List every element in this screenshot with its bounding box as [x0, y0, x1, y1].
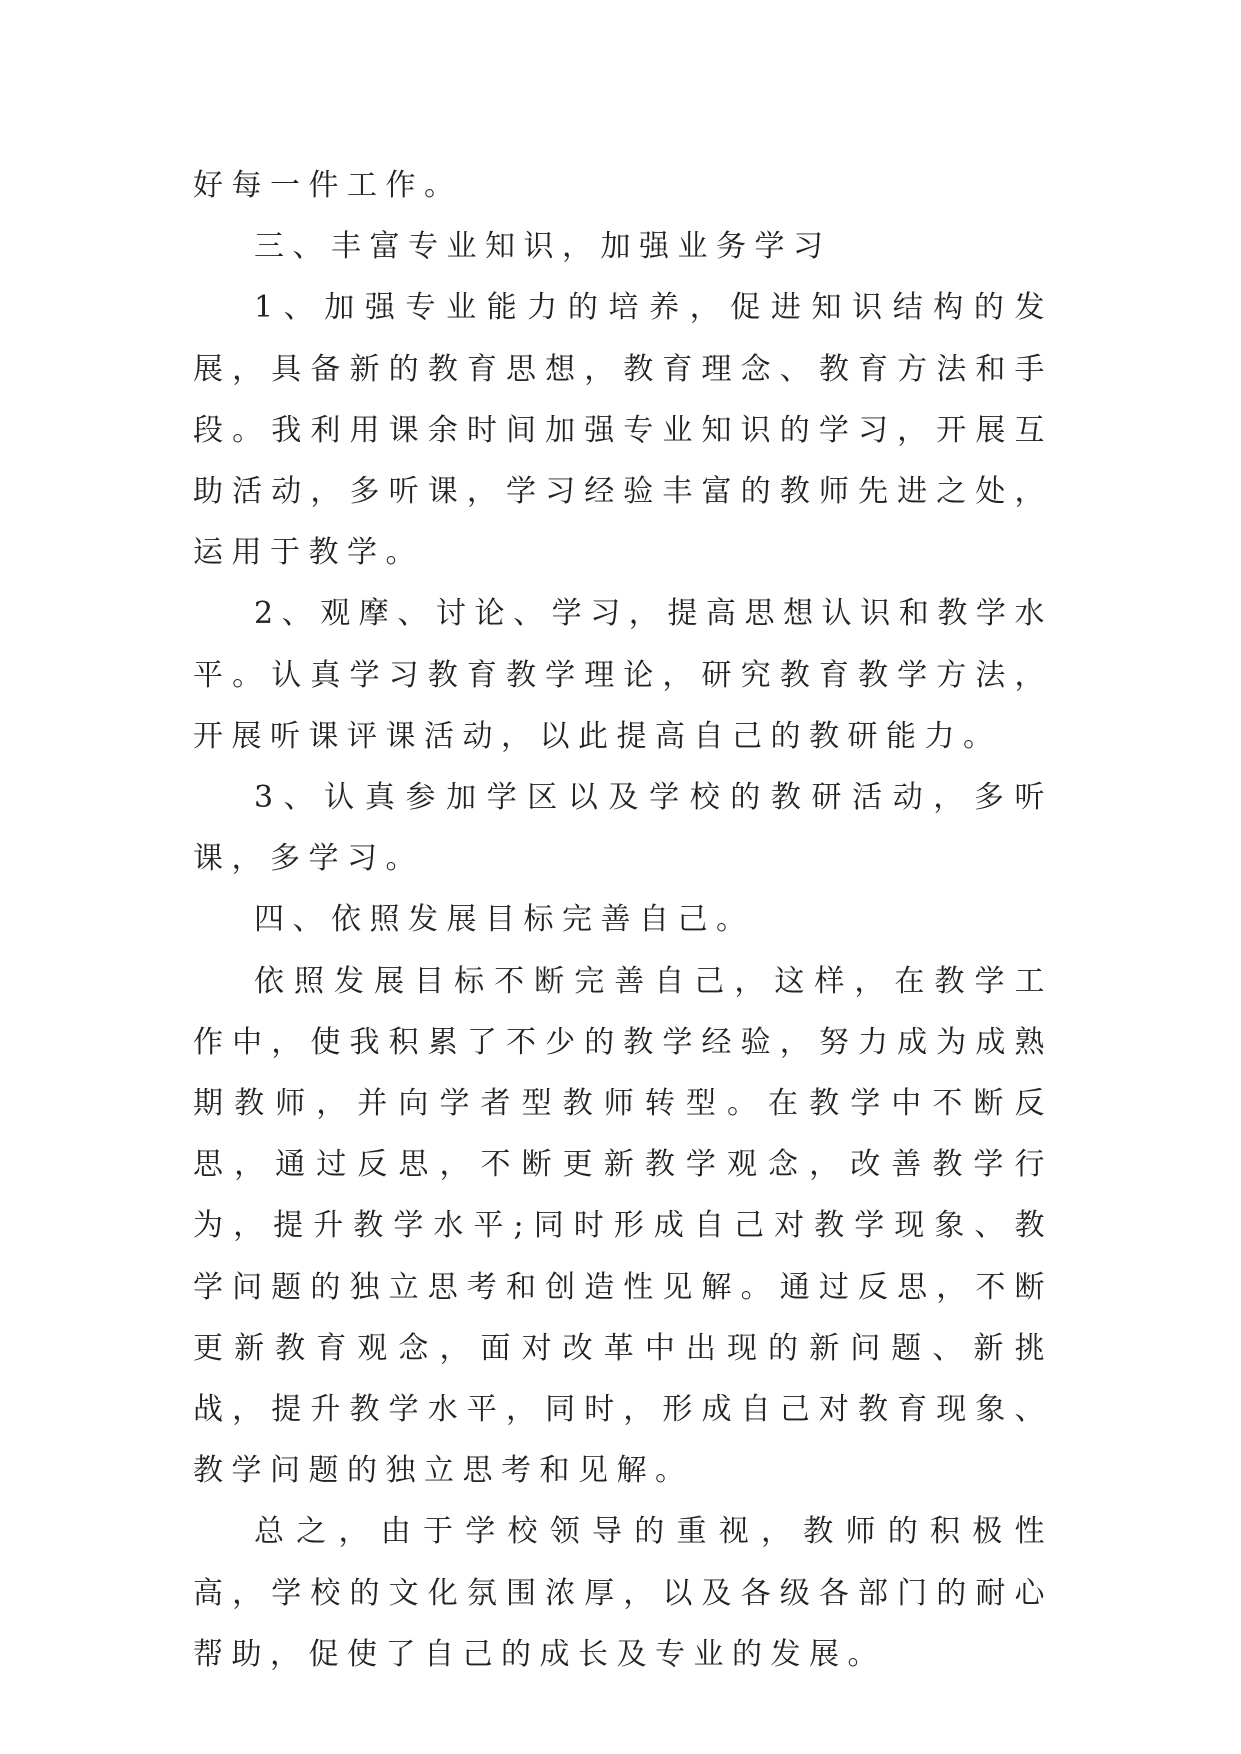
paragraph-item-1: 1、加强专业能力的培养，促进知识结构的发展，具备新的教育思想，教育理念、教育方法和手段。我利用课余时间加强专业知识的学习，开展互助活动，多听课，学习经验丰富的教师先进之处，运用于教学。: [193, 290, 1053, 571]
paragraph-continuation: 好每一件工作。: [193, 168, 463, 203]
paragraph-item-3: 3、认真参加学区以及学校的教研活动，多听课，多学习。: [193, 780, 1053, 877]
section-heading-4: 四、依照发展目标完善自己。: [254, 902, 755, 938]
paragraph-section-4-body: 依照发展目标不断完善自己，这样，在教学工作中，使我积累了不少的教学经验，努力成为成熟期教师，并向学者型教师转型。在教学中不断反思，通过反思，不断更新教学观念，改善教学行为，提升教学水平;同时形成自己对教学现象、教学问题的独立思考和创造性见解。通过反思，不断更新教育观念，面对改革中出现的新问题、新挑战，提升教学水平，同时，形成自己对教育现象、教学问题的独立思考和见解。: [193, 963, 1053, 1489]
paragraph-conclusion: 总之，由于学校领导的重视，教师的积极性高，学校的文化氛围浓厚，以及各级各部门的耐心帮助，促使了自己的成长及专业的发展。: [193, 1514, 1053, 1672]
document-body: [193, 155, 1053, 1685]
section-heading-3: 三、丰富专业知识，加强业务学习: [254, 229, 832, 265]
paragraph-item-2: 2、观摩、讨论、学习，提高思想认识和教学水平。认真学习教育教学理论，研究教育教学方法，开展听课评课活动，以此提高自己的教研能力。: [193, 596, 1053, 754]
